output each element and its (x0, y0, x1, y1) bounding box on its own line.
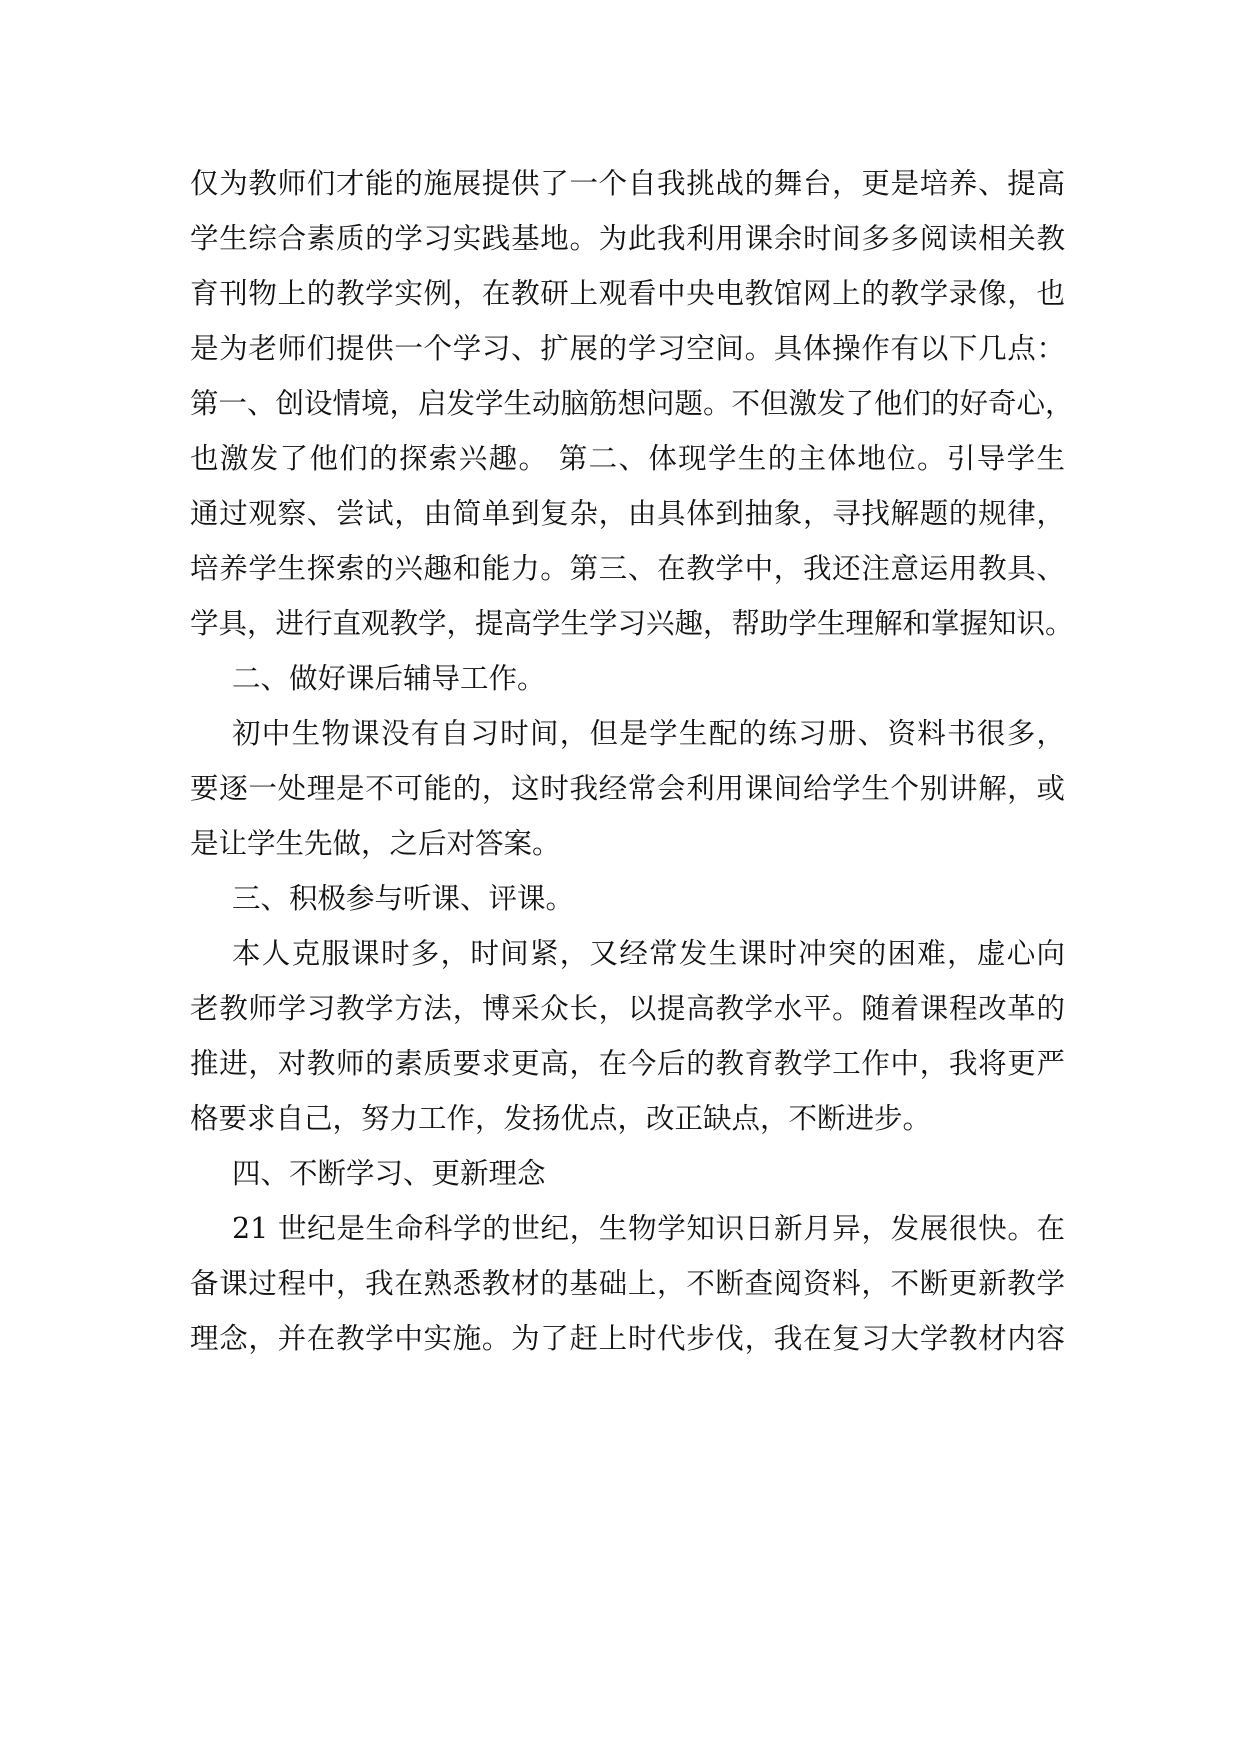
text-line: 育刊物上的教学实例，在教研上观看中央电教馆网上的教学录像，也 (190, 277, 1065, 310)
text-line: 理念，并在教学中实施。为了赶上时代步伐，我在复习大学教材内容 (190, 1322, 1065, 1355)
text-line: 21 世纪是生命科学的世纪，生物学知识日新月异，发展很快。在 (232, 1212, 1065, 1245)
text-line: 老教师学习教学方法，博采众长，以提高教学水平。随着课程改革的 (190, 992, 1065, 1025)
text-line: 学生综合素质的学习实践基地。为此我利用课余时间多多阅读相关教 (190, 222, 1065, 255)
section-heading: 三、积极参与听课、评课。 (232, 882, 575, 915)
text-line: 学具，进行直观教学，提高学生学习兴趣，帮助学生理解和掌握知识。 (190, 607, 1074, 640)
text-line: 备课过程中，我在熟悉教材的基础上，不断查阅资料，不断更新教学 (190, 1267, 1065, 1300)
text-line: 通过观察、尝试，由简单到复杂，由具体到抽象，寻找解题的规律， (190, 497, 1065, 530)
text-line: 也激发了他们的探索兴趣。 第二、体现学生的主体地位。引导学生 (190, 442, 1065, 475)
text-line: 是让学生先做，之后对答案。 (190, 827, 561, 860)
document-body (190, 156, 1074, 1366)
text-line: 推进，对教师的素质要求更高，在今后的教育教学工作中，我将更严 (190, 1047, 1065, 1080)
text-line: 培养学生探索的兴趣和能力。第三、在教学中，我还注意运用教具、 (190, 552, 1065, 585)
text-line: 第一、创设情境，启发学生动脑筋想问题。不但激发了他们的好奇心， (190, 387, 1074, 420)
section-heading: 四、不断学习、更新理念 (232, 1157, 546, 1190)
text-line: 仅为教师们才能的施展提供了一个自我挑战的舞台，更是培养、提高 (190, 167, 1065, 200)
text-line: 格要求自己，努力工作，发扬优点，改正缺点，不断进步。 (190, 1102, 932, 1135)
text-line: 要逐一处理是不可能的，这时我经常会利用课间给学生个别讲解，或 (190, 772, 1065, 805)
text-line: 初中生物课没有自习时间，但是学生配的练习册、资料书很多， (232, 717, 1065, 750)
text-line: 本人克服课时多，时间紧，又经常发生课时冲突的困难，虚心向 (232, 937, 1065, 970)
section-heading: 二、做好课后辅导工作。 (232, 662, 546, 695)
text-line: 是为老师们提供一个学习、扩展的学习空间。具体操作有以下几点： (190, 332, 1065, 365)
